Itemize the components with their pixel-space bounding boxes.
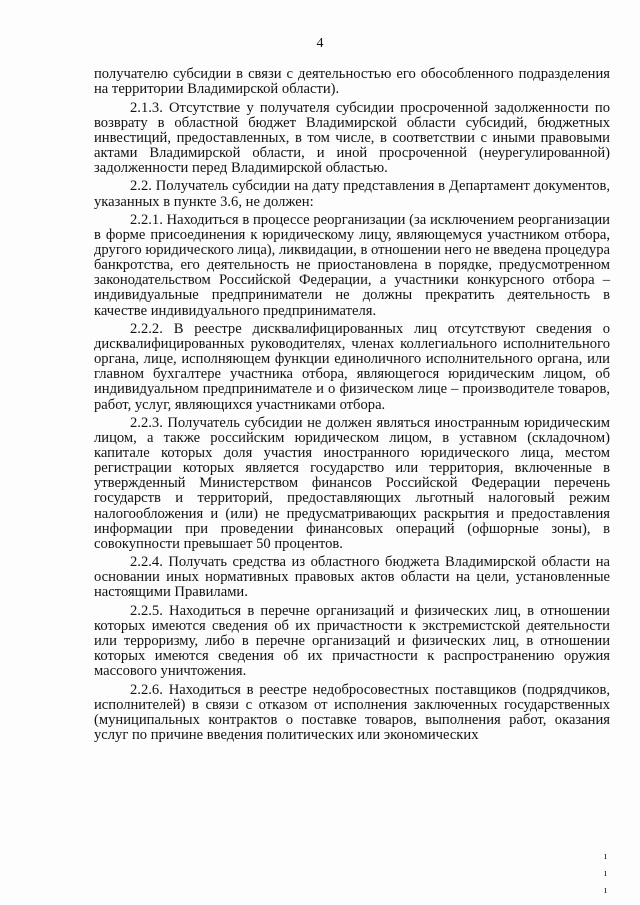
scan-edge-marks: ı ı ı <box>604 850 608 896</box>
paragraph-2-2: 2.2. Получатель субсидии на дату представления в Департамент документов, указанных в пункте 3.6, не должен: <box>94 178 610 210</box>
paragraph-2-2-3: 2.2.3. Получатель субсидии не должен являться иностранным юридическим лицом, а также российским юридическом лицом, в уставном (складочном) капитале которых доля участия иностранного юридического лица, местом регистрации которых является государство или территория, включенные в утвержденный Министерством финансов Российской Федерации перечень государств и территорий, предоставляющих льготный налоговый режим налогообложения и (или) не предусматривающих раскрытия и предоставления информации при проведении финансовых операций (офшорные зоны), в совокупности превышает 50 процентов. <box>94 415 610 552</box>
paragraph-2-2-1: 2.2.1. Находиться в процессе реорганизации (за исключением реорганизации в форме присоединения к юридическому лицу, являющемуся участником отбора, другого юридического лица), ликвидации, в отношении него не введена процедура банкротства, его деятельность не приостановлена в порядке, предусмотренном законодательством Российской Федерации, а участники конкурсного отбора – индивидуальные предприниматели не должны прекратить деятельность в качестве индивидуального предпринимателя. <box>94 212 611 319</box>
paragraph-2-2-2: 2.2.2. В реестре дисквалифицированных лиц отсутствуют сведения о дисквалифицированных руководителях, членах коллегиального исполнительного органа, лице, исполняющем функции единоличного исполнительного органа, или главном бухгалтере участника отбора, являющегося юридическим лицом, об индивидуальном предпринимателе и о физическом лице – производителе товаров, работ, услуг, являющихся участниками отбора. <box>94 321 610 413</box>
paragraph-continuation: получателю субсидии в связи с деятельностью его обособленного подразделения на территории Владимирской области). <box>94 66 610 98</box>
paragraph-2-2-4: 2.2.4. Получать средства из областного бюджета Владимирской области на основании иных нормативных правовых актов области на цели, установленные настоящими Правилами. <box>94 554 610 601</box>
paragraph-2-2-6: 2.2.6. Находиться в реестре недобросовестных поставщиков (подрядчиков, исполнителей) в связи с отказом от исполнения заключенных государственных (муниципальных контрактов о поставке товаров, выполнения работ, оказания услуг по причине введения политических или экономических <box>94 681 610 744</box>
paragraph-2-1-3: 2.1.3. Отсутствие у получателя субсидии просроченной задолженности по возврату в областной бюджет Владимирской области субсидий, бюджетных инвестиций, предоставленных, в том числе, в соответствии с иными правовыми актами Владимирской области, и иной просроченной (неурегулированной) задолженности перед Владимирской областью. <box>94 99 610 176</box>
paragraph-2-2-5: 2.2.5. Находиться в перечне организаций и физических лиц, в отношении которых имеются сведения об их причастности к экстремистской деятельности или терроризму, либо в перечне организаций и физических лиц, в отношении которых имеются сведения об их причастности к распространению оружия массового уничтожения. <box>94 602 610 680</box>
page-number: 4 <box>316 36 324 51</box>
document-body <box>94 67 610 747</box>
